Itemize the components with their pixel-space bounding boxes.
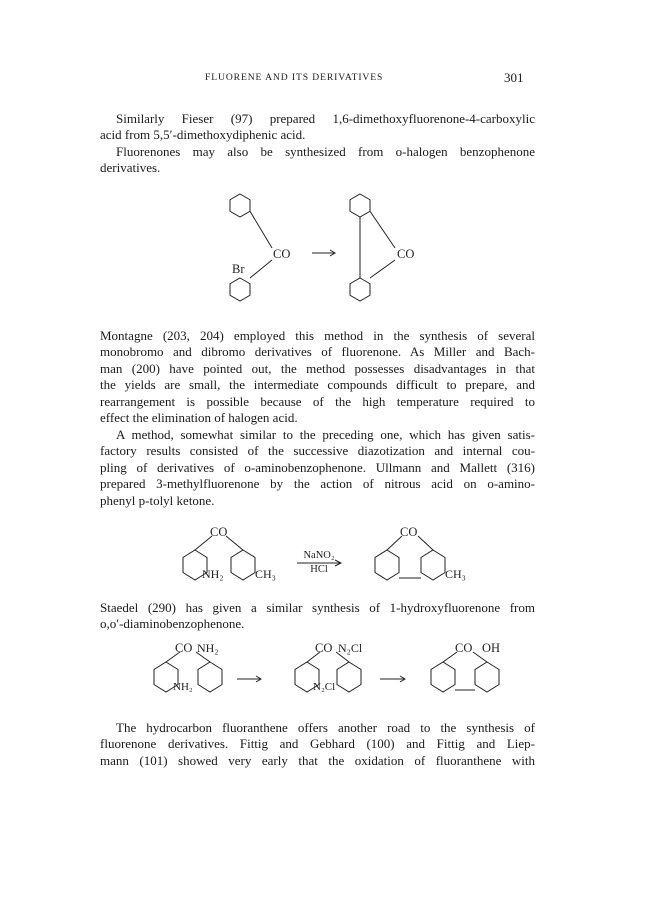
methyl-label: CH₃ <box>445 567 466 581</box>
benzene-ring <box>198 662 222 692</box>
amino-label: NH₂ <box>173 681 193 693</box>
text-line: factory results consisted of the successive diazotization and internal cou- <box>100 443 535 459</box>
text-line: o,o′-diaminobenzophenone. <box>100 616 245 632</box>
text-line: phenyl p-tolyl ketone. <box>100 492 215 508</box>
reagent-bottom: HCl <box>310 564 328 575</box>
text-line: prepared 3-methylfluorenone by the action of nitrous acid on o-amino- <box>100 476 535 492</box>
reagent-top: NaNO₂ <box>303 550 335 561</box>
text-line: effect the elimination of halogen acid. <box>100 409 298 425</box>
text-line: pling of derivatives of o-aminobenzophenone. Ullmann and Mallett (316) <box>100 459 535 475</box>
co-label: CO <box>175 641 193 655</box>
methyl-label: CH₃ <box>255 567 276 581</box>
diazonium-label: N₂Cl <box>338 641 363 655</box>
text-line: A method, somewhat similar to the preceding one, which has given satis- <box>116 427 535 442</box>
co-label: CO <box>210 525 228 539</box>
text-line: Staedel (290) has given a similar synthesis of 1-hydroxyfluorenone from <box>100 600 535 615</box>
benzene-ring <box>431 662 455 692</box>
text-line: Fluorenones may also be synthesized from o-halogen benzophenone <box>116 144 535 159</box>
co-label: CO <box>400 525 418 539</box>
text-line: rearrangement is possible because of the high temperature required to <box>100 393 535 409</box>
hydroxyl-label: OH <box>482 641 501 655</box>
co-label: CO <box>397 247 415 261</box>
amino-label: NH₂ <box>197 641 219 655</box>
running-title: FLUORENE AND ITS DERIVATIVES <box>205 72 384 83</box>
co-label: CO <box>455 641 473 655</box>
text-line: derivatives. <box>100 160 161 176</box>
text-line: The hydrocarbon fluoranthene offers another road to the synthesis of <box>116 720 535 735</box>
text-line: Similarly Fieser (97) prepared 1,6-dimethoxyfluorenone-4-carboxylic <box>116 111 535 126</box>
page-number: 301 <box>504 70 524 85</box>
text-line: fluorenone derivatives. Fittig and Gebhard (100) and Fittig and Liep- <box>100 736 535 752</box>
diazonium-label: N₂Cl <box>313 681 336 693</box>
text-line: monobromo and dibromo derivatives of fluorenone. As Miller and Bach- <box>100 344 535 360</box>
bromo-label: Br <box>232 262 245 276</box>
co-label: CO <box>315 641 333 655</box>
benzene-ring <box>475 662 499 692</box>
benzene-ring <box>337 662 361 692</box>
co-label: CO <box>273 247 291 261</box>
text-line: man (200) have pointed out, the method possesses disadvantages in that <box>100 360 535 376</box>
text-line: Montagne (203, 204) employed this method in the synthesis of several <box>100 328 535 343</box>
text-line: acid from 5,5′-dimethoxydiphenic acid. <box>100 127 306 143</box>
text-line: mann (101) showed very early that the oxidation of fluoranthene with <box>100 752 535 768</box>
text-line: the yields are small, the intermediate compounds difficult to prepare, and <box>100 377 535 393</box>
paragraph-fluoranthene <box>100 720 535 769</box>
amino-label: NH₂ <box>202 567 224 581</box>
